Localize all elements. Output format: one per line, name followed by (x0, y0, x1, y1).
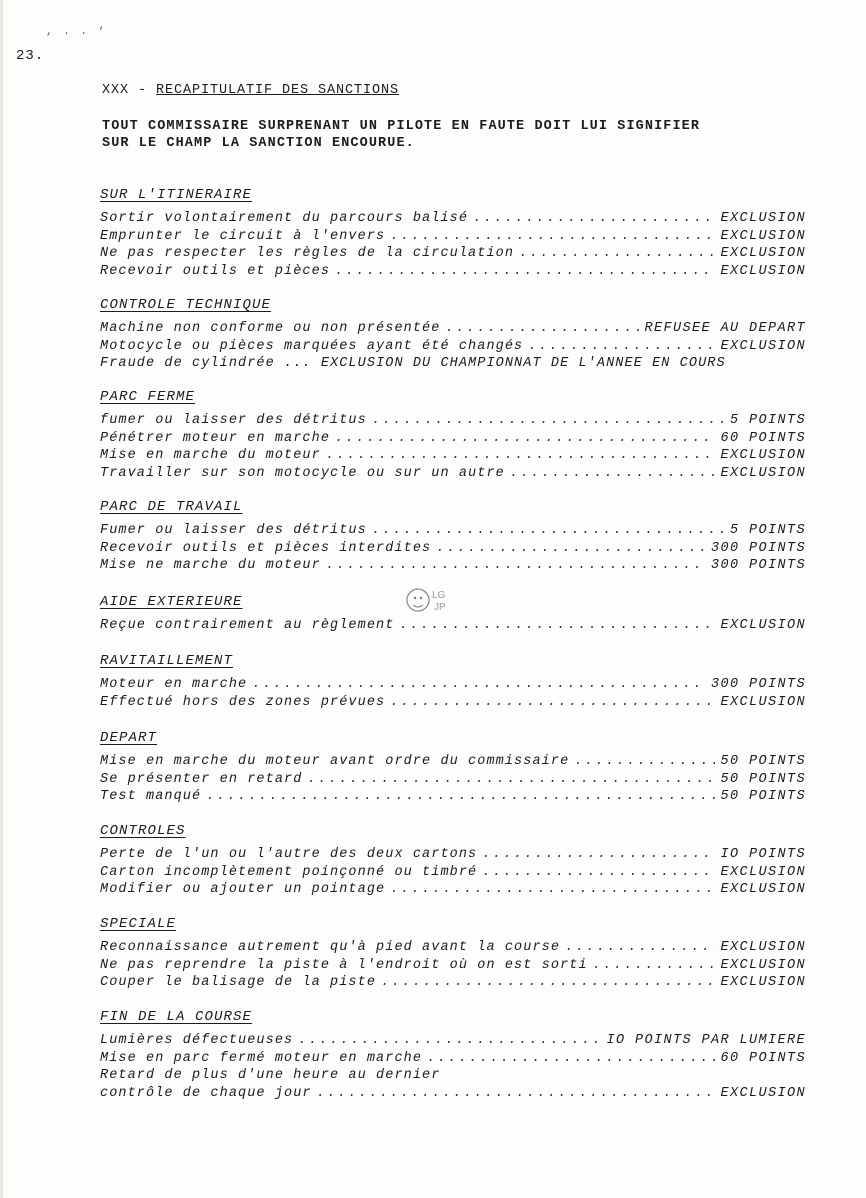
sanction-row (100, 881, 806, 899)
dot-leader (574, 753, 715, 771)
dot-leader (519, 245, 715, 263)
sanction-penalty: 50 POINTS (720, 754, 806, 769)
sanction-offence: Mise en parc fermé moteur en marche (100, 1050, 423, 1066)
sanction-offence: Motocycle ou pièces marquées ayant été changés (100, 338, 524, 354)
sanction-row (100, 540, 806, 558)
dot-leader (565, 939, 715, 957)
sanction-penalty: 5 POINTS (729, 413, 806, 428)
section (100, 915, 806, 992)
title-prefix: XXX - (102, 83, 157, 98)
dot-leader (390, 694, 715, 712)
dot-leader (206, 788, 715, 806)
title-text: RECAPITULATIF DES SANCTIONS (156, 83, 400, 98)
dot-leader (528, 338, 715, 356)
dot-leader (326, 447, 716, 465)
stamp-letters-top: LG (432, 590, 446, 601)
sanction-row (100, 412, 806, 430)
dot-leader (445, 320, 639, 338)
sanction-penalty: EXCLUSION (720, 975, 806, 990)
sanction-penalty: EXCLUSION (720, 338, 806, 354)
dot-leader (307, 771, 715, 789)
sanction-offence: Carton incomplètement poinçonné ou timbré (100, 864, 478, 880)
sanction-offence: Se présenter en retard (100, 771, 303, 787)
dot-leader (436, 540, 706, 558)
sanction-penalty: IO POINTS PAR LUMIERE (606, 1033, 806, 1048)
sanction-penalty: EXCLUSION (720, 1085, 806, 1101)
sanction-row (100, 522, 806, 540)
dot-leader (390, 228, 715, 246)
section-heading: PARC DE TRAVAIL (100, 499, 243, 515)
sanction-offence: Moteur en marche (100, 677, 248, 692)
section-heading: DEPART (100, 730, 158, 746)
sanction-offence: contrôle de chaque jour (100, 1085, 312, 1101)
dot-leader (326, 557, 706, 575)
sanction-offence: Couper le balisage de la piste (100, 975, 377, 990)
sanction-offence: Fraude de cylindrée ... EXCLUSION DU CHAMPIONNAT DE L'ANNEE EN COURS (100, 356, 726, 371)
section (100, 186, 806, 280)
sanction-offence: Mise ne marche du moteur (100, 558, 321, 573)
sanction-offence: Reconnaissance autrement qu'à pied avant la course (100, 940, 561, 955)
dot-leader (593, 957, 716, 975)
section (100, 498, 806, 575)
dot-leader (482, 846, 715, 864)
sanction-penalty: EXCLUSION (720, 448, 806, 463)
sanction-offence: Recevoir outils et pièces (100, 263, 331, 279)
sanction-penalty: EXCLUSION (720, 246, 806, 261)
sanction-row (100, 694, 806, 712)
sanction-offence: Mise en marche du moteur (100, 448, 321, 463)
section (100, 822, 806, 899)
dot-leader (298, 1032, 601, 1050)
sanction-row (100, 245, 806, 263)
sanction-offence: Effectué hors des zones prévues (100, 694, 386, 710)
sanction-row (100, 1085, 806, 1103)
sanction-offence: Pénétrer moteur en marche (100, 430, 331, 446)
sanction-penalty: 300 POINTS (710, 540, 806, 556)
sanction-penalty: 60 POINTS (720, 1050, 806, 1066)
section (100, 652, 806, 711)
sanction-penalty: 60 POINTS (720, 430, 806, 446)
sanction-offence: Mise en marche du moteur avant ordre du commissaire (100, 754, 570, 769)
sanction-row (100, 957, 806, 975)
dot-leader (372, 522, 725, 540)
stamp-letters-bottom: JP (434, 602, 446, 613)
intro-line: TOUT COMMISSAIRE SURPRENANT UN PILOTE EN FAUTE DOIT LUI SIGNIFIER (102, 119, 701, 134)
dot-leader (510, 465, 716, 483)
sanction-penalty: REFUSEE AU DEPART (644, 321, 806, 336)
sanction-offence: Modifier ou ajouter un pointage (100, 882, 386, 897)
sanction-row (100, 617, 806, 635)
sanction-offence: Recevoir outils et pièces interdites (100, 540, 432, 556)
sanction-offence: Reçue contrairement au règlement (100, 618, 395, 633)
sanction-penalty: IO POINTS (720, 847, 806, 862)
sanction-penalty: EXCLUSION (720, 263, 806, 279)
page-title (102, 83, 399, 98)
sanction-row (100, 228, 806, 246)
sanction-row (100, 939, 806, 957)
sanction-offence: Travailler sur son motocycle ou sur un autre (100, 465, 505, 481)
dot-leader (427, 1050, 715, 1068)
dot-leader (482, 864, 715, 882)
sanction-offence: Emprunter le circuit à l'envers (100, 228, 386, 244)
sanction-row (100, 1032, 806, 1050)
sanction-row (100, 1067, 806, 1085)
sanction-penalty: EXCLUSION (720, 694, 806, 710)
page-number: 23. (16, 48, 45, 64)
sanction-row (100, 788, 806, 806)
sanction-row (100, 355, 806, 373)
corner-marks: , . . ‘ (46, 26, 107, 38)
sanction-row (100, 974, 806, 992)
sanction-penalty: EXCLUSION (720, 618, 806, 633)
sanction-row (100, 338, 806, 356)
sanction-penalty: EXCLUSION (720, 465, 806, 481)
sanction-row (100, 1050, 806, 1068)
dot-leader (473, 210, 715, 228)
sanction-row (100, 465, 806, 483)
section-heading: PARC FERME (100, 389, 196, 405)
dot-leader (252, 676, 706, 694)
section-heading: CONTROLES (100, 823, 186, 839)
section-heading: FIN DE LA COURSE (100, 1009, 253, 1025)
section-heading: AIDE EXTERIEURE (100, 594, 243, 610)
intro-paragraph (102, 118, 700, 152)
dot-leader (390, 881, 715, 899)
sanction-offence: Lumières défectueuses (100, 1033, 294, 1048)
sanction-offence: Perte de l'un ou l'autre des deux cartons (100, 847, 478, 862)
sanction-penalty: 50 POINTS (720, 771, 806, 787)
sanction-penalty: EXCLUSION (720, 864, 806, 880)
sanction-row (100, 430, 806, 448)
sanction-row (100, 320, 806, 338)
sanction-penalty: 300 POINTS (710, 558, 806, 573)
dot-leader (399, 617, 715, 635)
sanction-penalty: 50 POINTS (720, 789, 806, 804)
intro-line: SUR LE CHAMP LA SANCTION ENCOURUE. (102, 136, 415, 151)
sanction-penalty: EXCLUSION (720, 882, 806, 897)
section (100, 388, 806, 482)
scan-edge (0, 0, 3, 1198)
sanction-row (100, 771, 806, 789)
sanction-penalty: 5 POINTS (729, 523, 806, 538)
sanction-offence: Sortir volontairement du parcours balisé (100, 211, 469, 226)
section (100, 1008, 806, 1102)
dot-leader (317, 1085, 716, 1103)
sanction-offence: Machine non conforme ou non présentée (100, 321, 441, 336)
dot-leader (335, 263, 715, 281)
sanction-offence: Ne pas reprendre la piste à l'endroit où on est sorti (100, 957, 588, 973)
section (100, 296, 806, 373)
sanction-offence: Retard de plus d'une heure au dernier (100, 1068, 441, 1083)
dot-leader (335, 430, 715, 448)
dot-leader (372, 412, 725, 430)
section-heading: SPECIALE (100, 916, 177, 932)
sanction-row (100, 864, 806, 882)
sanction-row (100, 846, 806, 864)
sanction-penalty: EXCLUSION (720, 211, 806, 226)
sanction-offence: Test manqué (100, 789, 202, 804)
sanction-row (100, 210, 806, 228)
section-heading: SUR L'ITINERAIRE (100, 187, 253, 203)
sanction-row (100, 557, 806, 575)
sanction-row (100, 753, 806, 771)
section-heading: RAVITAILLEMENT (100, 653, 234, 669)
sanction-penalty: EXCLUSION (720, 940, 806, 955)
sanction-row (100, 263, 806, 281)
section-heading: CONTROLE TECHNIQUE (100, 297, 272, 313)
sanction-penalty: EXCLUSION (720, 957, 806, 973)
sanction-penalty: 300 POINTS (710, 677, 806, 692)
dot-leader (381, 974, 715, 992)
sanction-row (100, 447, 806, 465)
sanction-penalty: EXCLUSION (720, 228, 806, 244)
section (100, 729, 806, 806)
sanction-offence: Ne pas respecter les règles de la circulation (100, 246, 515, 261)
sanction-row (100, 676, 806, 694)
portrait-stamp-logo (404, 582, 456, 618)
sanction-offence: Fumer ou laisser des détritus (100, 523, 367, 538)
sanction-offence: fumer ou laisser des détritus (100, 413, 367, 428)
